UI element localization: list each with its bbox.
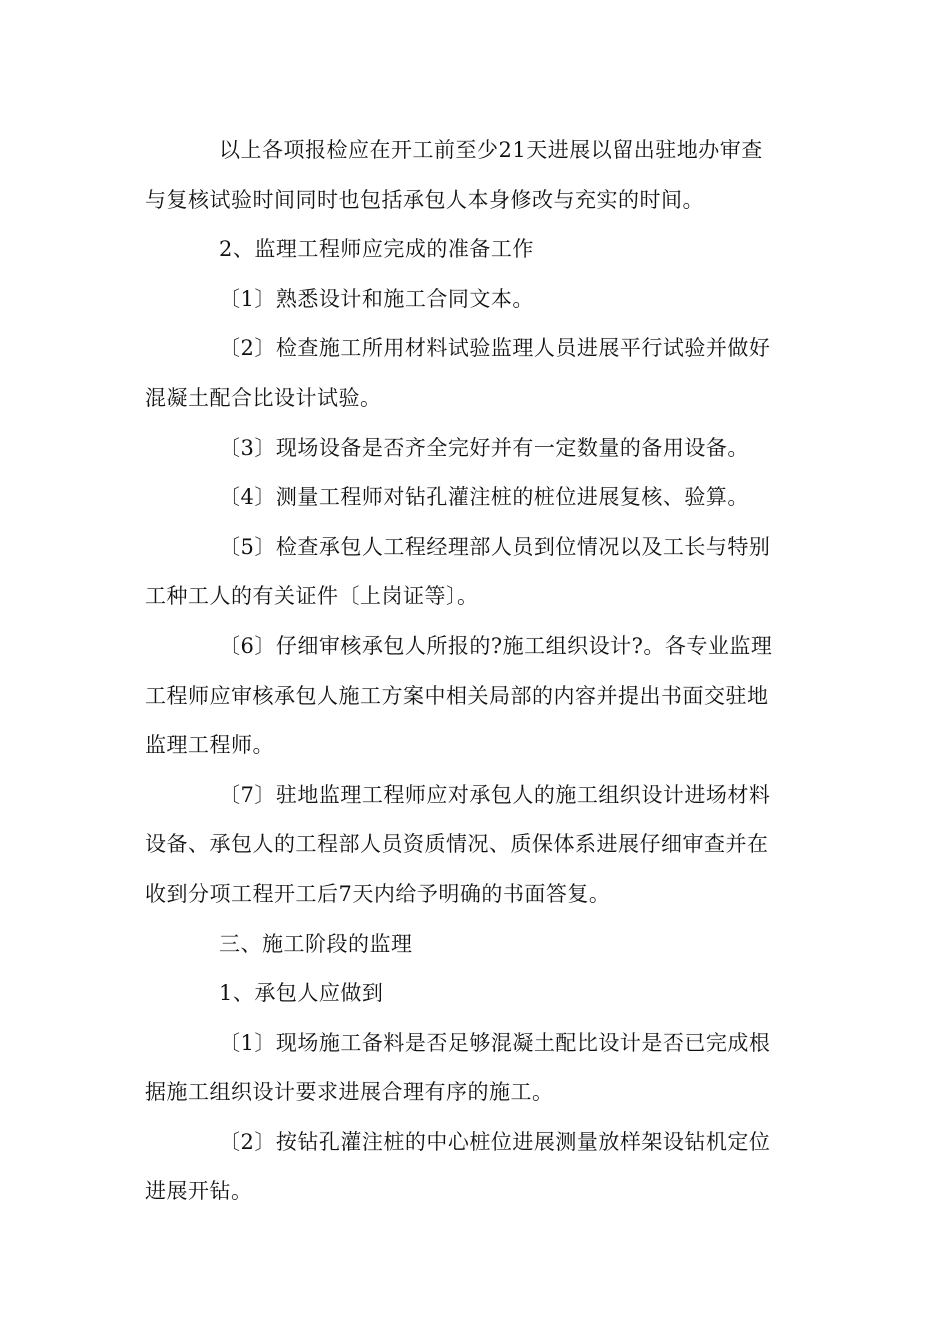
paragraph xyxy=(145,126,805,225)
paragraph-line: 2、监理工程师应完成的准备工作 xyxy=(219,237,534,262)
paragraph-line: 与复核试验时间同时也包括承包人本身修改与充实的时间。 xyxy=(145,187,704,212)
paragraph xyxy=(145,523,805,622)
paragraph-line: 设备、承包人的工程部人员资质情况、质保体系进展仔细审查并在 xyxy=(145,832,769,857)
paragraph-line: 〔7〕驻地监理工程师应对承包人的施工组织设计进场材料 xyxy=(219,782,771,807)
section-heading xyxy=(145,225,805,275)
paragraph xyxy=(145,622,805,771)
paragraph-line: 1、承包人应做到 xyxy=(219,981,384,1006)
document-body xyxy=(145,126,805,1217)
paragraph xyxy=(145,771,805,920)
paragraph xyxy=(145,473,805,523)
paragraph-line: 〔2〕检查施工所用材料试验监理人员进展平行试验并做好 xyxy=(219,336,771,361)
paragraph-line: 工程师应审核承包人施工方案中相关局部的内容并提出书面交驻地 xyxy=(145,683,769,708)
paragraph-line: 〔6〕仔细审核承包人所报的?施工组织设计?。各专业监理 xyxy=(219,633,773,658)
paragraph-line: 混凝土配合比设计试验。 xyxy=(145,385,382,410)
paragraph-line: 〔1〕现场施工备料是否足够混凝土配比设计是否已完成根 xyxy=(219,1030,771,1055)
paragraph xyxy=(145,324,805,423)
paragraph-line: 〔5〕检查承包人工程经理部人员到位情况以及工长与特别 xyxy=(219,534,771,559)
paragraph-line: 以上各项报检应在开工前至少21天进展以留出驻地办审查 xyxy=(219,138,763,162)
subsection-heading xyxy=(145,969,805,1019)
paragraph-line: 三、施工阶段的监理 xyxy=(219,931,413,956)
paragraph-line: 进展开钻。 xyxy=(145,1179,253,1204)
section-heading xyxy=(145,920,805,970)
paragraph-line: 收到分项工程开工后7天内给予明确的书面答复。 xyxy=(145,881,611,906)
paragraph-line: 〔3〕现场设备是否齐全完好并有一定数量的备用设备。 xyxy=(219,435,749,460)
paragraph-line: 〔4〕测量工程师对钻孔灌注桩的桩位进展复核、验算。 xyxy=(219,485,749,510)
paragraph-line: 工种工人的有关证件〔上岗证等〕。 xyxy=(145,584,479,609)
paragraph-line: 〔1〕熟悉设计和施工合同文本。 xyxy=(219,286,534,311)
paragraph xyxy=(145,1019,805,1118)
paragraph xyxy=(145,275,805,325)
paragraph-line: 据施工组织设计要求进展合理有序的施工。 xyxy=(145,1080,554,1105)
paragraph xyxy=(145,424,805,474)
paragraph-line: 监理工程师。 xyxy=(145,733,274,758)
paragraph xyxy=(145,1118,805,1217)
paragraph-line: 〔2〕按钻孔灌注桩的中心桩位进展测量放样架设钻机定位 xyxy=(219,1129,771,1154)
